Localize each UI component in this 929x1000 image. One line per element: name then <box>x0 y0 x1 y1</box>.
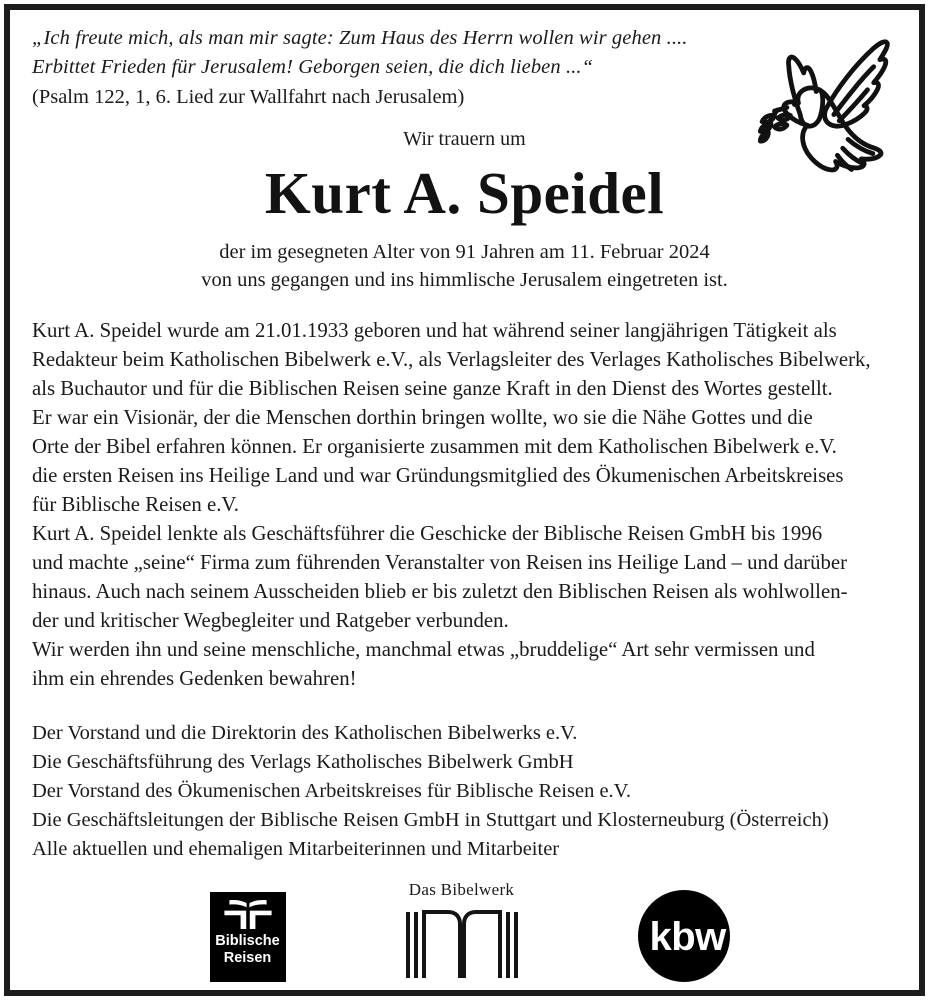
obituary-body <box>32 316 897 693</box>
body-paragraph <box>32 316 897 519</box>
logo-kbw <box>638 890 730 982</box>
body-line: Er war ein Visionär, der die Menschen dorthin bringen wollte, wo sie die Nähe Gottes und die <box>32 406 813 429</box>
mourn-label: Wir trauern um <box>403 128 526 150</box>
open-book-pillars-icon <box>222 899 274 929</box>
body-line: als Buchautor und für die Biblischen Reisen seine ganze Kraft in den Dienst des Wortes gestellt. <box>32 377 833 400</box>
body-paragraph <box>32 519 897 635</box>
deceased-name: Kurt A. Speidel <box>264 160 665 226</box>
logo-br-line-2: Reisen <box>223 950 272 966</box>
notice-frame <box>4 4 925 996</box>
quote-source: (Psalm 122, 1, 6. Lied zur Wallfahrt nach Jerusalem) <box>32 86 465 108</box>
signatory-line: Die Geschäftsführung des Verlags Katholisches Bibelwerk GmbH <box>32 751 574 773</box>
logo-biblische-reisen-label <box>215 933 279 967</box>
logo-br-line-1: Biblische <box>215 933 280 949</box>
logo-das-bibelwerk <box>398 880 526 982</box>
body-line: Kurt A. Speidel wurde am 21.01.1933 geboren und hat während seiner langjährigen Tätigkeit als <box>32 319 837 342</box>
logo-kbw-label: kbw <box>649 914 726 959</box>
quote-line-1: „Ich freute mich, als man mir sagte: Zum Haus des Herrn wollen wir gehen .... <box>32 27 688 49</box>
quote-line-2: Erbittet Frieden für Jerusalem! Geborgen seien, die dich lieben ...“ <box>32 56 594 78</box>
body-paragraph <box>32 635 897 693</box>
body-line: hinaus. Auch nach seinem Ausscheiden blieb er bis zuletzt den Biblischen Reisen als wohlwollen- <box>32 580 848 603</box>
logo-biblische-reisen <box>210 892 286 982</box>
signatory-line: Die Geschäftsleitungen der Biblische Reisen GmbH in Stuttgart und Klosterneuburg (Österreich) <box>32 809 829 831</box>
body-line: Redakteur beim Katholischen Bibelwerk e.V., als Verlagsleiter des Verlages Katholisches Bibelwerk, <box>32 348 871 371</box>
body-line: Kurt A. Speidel lenkte als Geschäftsführer die Geschicke der Biblische Reisen GmbH bis 1996 <box>32 522 823 545</box>
body-line: der und kritischer Wegbegleiter und Ratgeber verbunden. <box>32 609 509 632</box>
passing-line-2: von uns gegangen und ins himmlische Jerusalem eingetreten ist. <box>201 269 728 291</box>
psalm-quote-block <box>32 24 897 112</box>
body-line: Wir werden ihn und seine menschliche, manchmal etwas „bruddelige“ Art sehr vermissen und <box>32 638 815 661</box>
body-line: für Biblische Reisen e.V. <box>32 493 239 516</box>
signatory-block <box>32 719 897 864</box>
body-line: und machte „seine“ Firma zum führenden Veranstalter von Reisen ins Heilige Land – und darüber <box>32 551 848 574</box>
body-line: ihm ein ehrendes Gedenken bewahren! <box>32 667 357 690</box>
signatory-line: Der Vorstand und die Direktorin des Katholischen Bibelwerks e.V. <box>32 722 578 744</box>
body-line: Orte der Bibel erfahren können. Er organisierte zusammen mit dem Katholischen Bibelwerk e.V. <box>32 435 837 458</box>
open-book-icon <box>398 904 526 980</box>
passing-line-1: der im gesegneten Alter von 91 Jahren am 11. Februar 2024 <box>219 241 710 263</box>
body-line: die ersten Reisen ins Heilige Land und war Gründungsmitglied des Ökumenischen Arbeitskreises <box>32 464 844 487</box>
logo-row <box>10 864 919 982</box>
logo-bibelwerk-caption: Das Bibelwerk <box>408 880 515 899</box>
signatory-line: Der Vorstand des Ökumenischen Arbeitskreises für Biblische Reisen e.V. <box>32 780 631 802</box>
signatory-line: Alle aktuellen und ehemaligen Mitarbeiterinnen und Mitarbeiter <box>32 838 560 860</box>
